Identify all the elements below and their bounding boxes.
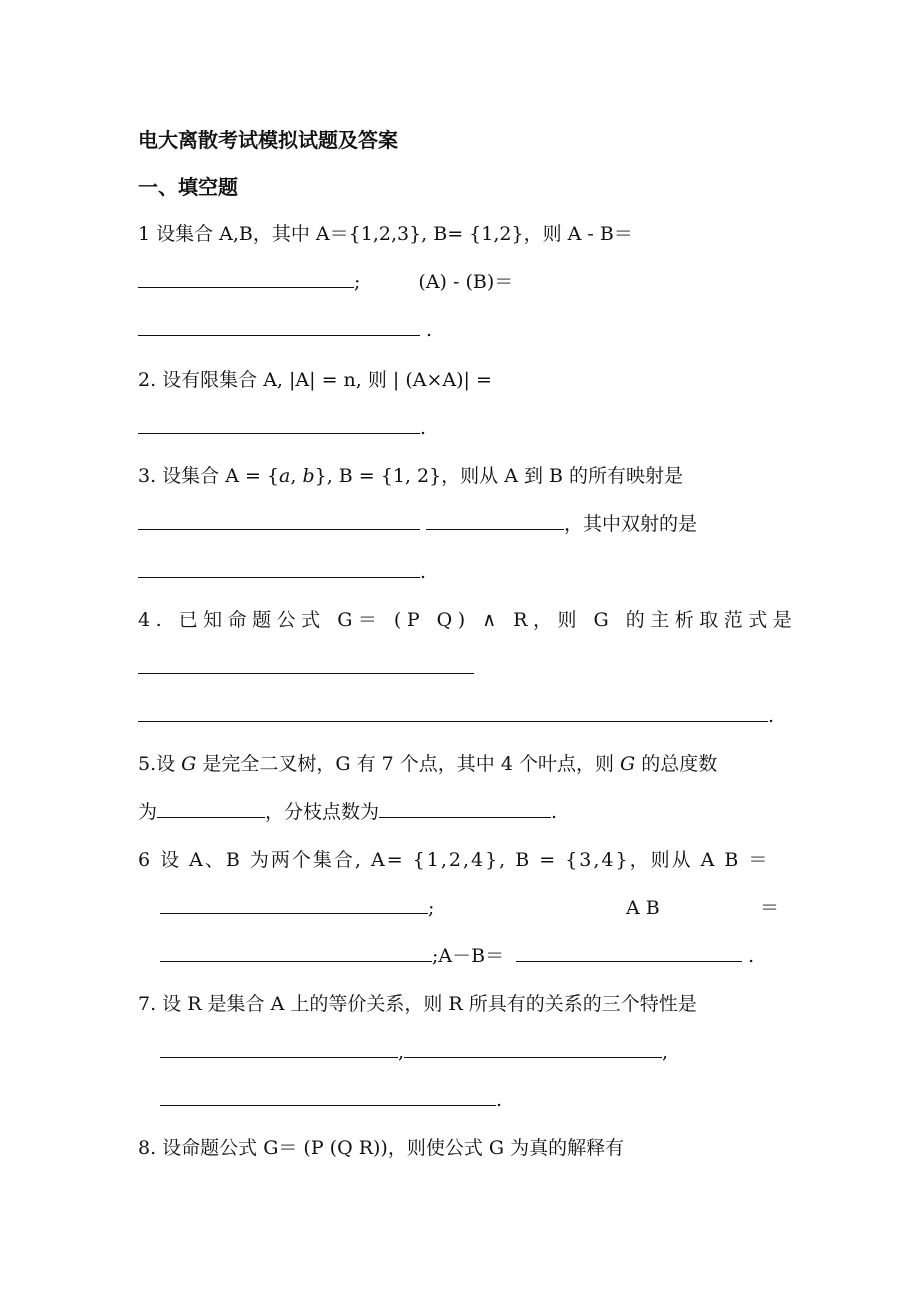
answer-blank[interactable] bbox=[426, 513, 564, 530]
question-3-line-3: . bbox=[138, 560, 426, 584]
question-6-ab-expression: A B bbox=[626, 897, 660, 919]
document-title: 电大离散考试模拟试题及答案 bbox=[138, 128, 398, 152]
question-6-equals: ＝ bbox=[760, 897, 780, 919]
answer-blank[interactable] bbox=[138, 561, 420, 578]
answer-blank[interactable] bbox=[138, 705, 768, 722]
question-2-text: 2. 设有限集合 A, |A| = n, 则 | (A×A)| = bbox=[138, 369, 492, 391]
answer-blank[interactable] bbox=[404, 1041, 662, 1058]
answer-blank[interactable] bbox=[157, 801, 265, 818]
question-3-line-2: ，其中双射的是 bbox=[138, 512, 697, 536]
question-6-text: 6 设 A、B 为两个集合, A= {1,2,4}, B = {3,4}，则从 A B ＝ bbox=[138, 849, 770, 871]
answer-blank[interactable] bbox=[160, 897, 428, 914]
question-2-line-2: . bbox=[138, 416, 426, 440]
question-7-line-3: . bbox=[160, 1088, 502, 1112]
question-4-line-3: . bbox=[138, 704, 774, 728]
answer-blank[interactable] bbox=[138, 513, 420, 530]
question-1-line-3: . bbox=[138, 318, 432, 342]
question-7-line-2: , , bbox=[160, 1040, 668, 1064]
answer-blank[interactable] bbox=[160, 945, 432, 962]
question-8-text: 8. 设命题公式 G＝ (P (Q R))，则使公式 G 为真的解释有 bbox=[138, 1137, 625, 1159]
question-6-line-3: ;A－B＝ . bbox=[160, 944, 754, 968]
answer-blank[interactable] bbox=[160, 1041, 398, 1058]
answer-blank[interactable] bbox=[138, 271, 354, 288]
answer-blank[interactable] bbox=[138, 657, 474, 674]
answer-blank[interactable] bbox=[138, 417, 420, 434]
question-4-text: 4. 已知命题公式 G＝ (P Q) ∧ R，则 G 的主析取范式是 bbox=[138, 609, 798, 631]
answer-blank[interactable] bbox=[379, 801, 551, 818]
answer-blank[interactable] bbox=[160, 1089, 496, 1106]
question-1-line-2: ; (A) - (B)＝ bbox=[138, 270, 513, 294]
question-7-text: 7. 设 R 是集合 A 上的等价关系，则 R 所具有的关系的三个特性是 bbox=[138, 993, 697, 1015]
question-6-line-2: ; bbox=[160, 896, 434, 920]
question-5-text: 5.设 G 是完全二叉树，G 有 7 个点，其中 4 个叶点，则 G 的总度数 bbox=[138, 753, 718, 775]
question-1-text: 1 设集合 A,B，其中 A＝{1,2,3}, B= {1,2}，则 A - B＝ bbox=[138, 223, 633, 245]
variable-b: b bbox=[302, 465, 315, 487]
question-1-set-expression: (A) - (B)＝ bbox=[418, 271, 514, 293]
question-4-line-2 bbox=[138, 656, 474, 680]
answer-blank[interactable] bbox=[516, 945, 742, 962]
section-heading: 一、填空题 bbox=[138, 175, 238, 199]
question-5-line-2: 为 ，分枝点数为 . bbox=[138, 801, 558, 823]
answer-blank[interactable] bbox=[138, 319, 420, 336]
question-3-text: 3. 设集合 A = {a, b}, B = {1, 2}，则从 A 到 B 的所有映射是 bbox=[138, 465, 684, 487]
variable-a: a bbox=[279, 465, 291, 487]
